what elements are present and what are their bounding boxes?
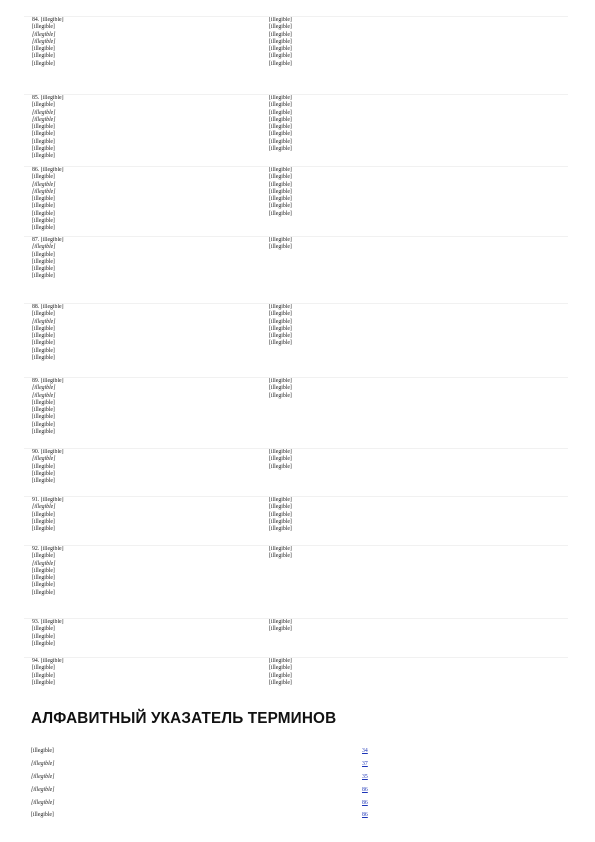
term-name-line: [illegible]	[32, 633, 55, 640]
definition-line: [illegible]	[269, 672, 292, 679]
definition-line: [illegible]	[269, 116, 292, 123]
definition-line: [illegible]	[269, 188, 292, 195]
term-names	[32, 167, 270, 235]
term-definition	[269, 546, 567, 617]
term-entry	[24, 618, 568, 655]
term-name-line: [illegible]	[32, 589, 55, 596]
term-name-line: [illegible]	[32, 273, 55, 280]
definition-line: [illegible]	[269, 665, 292, 672]
term-names	[32, 546, 270, 617]
term-definition	[269, 17, 567, 91]
term-name-line: [illegible]	[32, 340, 55, 347]
term-name-line: [illegible]	[32, 124, 55, 131]
definition-line: [illegible]	[269, 167, 292, 173]
definition-line: [illegible]	[269, 318, 292, 325]
term-name-line: [illegible]	[32, 679, 55, 686]
term-heading-line: 85. [illegible]	[32, 95, 64, 101]
definition-line: [illegible]	[269, 24, 292, 31]
term-entry	[24, 448, 568, 495]
term-definition	[269, 95, 567, 165]
definition-line: [illegible]	[269, 124, 292, 131]
term-name-line: [illegible]	[32, 109, 56, 116]
term-name-line: [illegible]	[32, 333, 55, 340]
index-term: [illegible]	[31, 761, 55, 767]
definition-line: [illegible]	[269, 333, 292, 340]
term-names	[32, 304, 270, 376]
term-name-line: [illegible]	[32, 102, 55, 109]
index-entry	[31, 786, 556, 799]
definition-line: [illegible]	[269, 658, 292, 664]
definition-line: [illegible]	[269, 526, 292, 533]
term-name-line: [illegible]	[32, 478, 55, 485]
term-entry	[24, 166, 568, 235]
term-name-line: [illegible]	[32, 311, 55, 318]
term-entry	[24, 303, 568, 376]
term-name-line: [illegible]	[32, 203, 55, 210]
definition-line: [illegible]	[269, 511, 292, 518]
definition-line: [illegible]	[269, 626, 292, 633]
term-name-line: [illegible]	[32, 429, 55, 436]
index-entry	[31, 811, 556, 824]
definition-line: [illegible]	[269, 449, 292, 455]
term-entry	[24, 16, 568, 91]
definition-line: [illegible]	[269, 340, 292, 347]
definition-line: [illegible]	[269, 497, 292, 503]
index-page-link[interactable]: 86	[362, 812, 368, 818]
definition-line: [illegible]	[269, 385, 292, 392]
term-definition	[269, 304, 567, 376]
term-name-line: [illegible]	[32, 258, 55, 265]
term-name-line: [illegible]	[32, 225, 55, 232]
term-name-line: [illegible]	[32, 665, 55, 672]
term-name-line: [illegible]	[32, 399, 55, 406]
definition-line: [illegible]	[269, 46, 292, 53]
term-names	[32, 17, 270, 91]
definition-line: [illegible]	[269, 311, 292, 318]
definition-line: [illegible]	[269, 196, 292, 203]
term-definition	[269, 619, 567, 655]
term-name-line: [illegible]	[32, 325, 55, 332]
term-name-line: [illegible]	[32, 575, 55, 582]
index-term: [illegible]	[31, 748, 54, 754]
term-name-line: [illegible]	[32, 392, 56, 399]
term-names	[32, 619, 270, 655]
index-page-link[interactable]: 86	[362, 787, 368, 793]
term-names	[32, 658, 270, 694]
term-name-line: [illegible]	[32, 188, 56, 195]
term-heading-line: 93. [illegible]	[32, 619, 64, 625]
term-name-line: [illegible]	[32, 518, 55, 525]
term-name-line: [illegible]	[32, 626, 55, 633]
term-name-line: [illegible]	[32, 116, 56, 123]
definition-line: [illegible]	[269, 325, 292, 332]
definition-line: [illegible]	[269, 53, 292, 60]
definition-line: [illegible]	[269, 619, 292, 625]
alphabetical-index-list	[31, 747, 556, 819]
term-entry	[24, 236, 568, 302]
term-name-line: [illegible]	[32, 526, 55, 533]
term-names	[32, 449, 270, 495]
term-name-line: [illegible]	[32, 511, 55, 518]
index-page-link[interactable]: 35	[362, 774, 368, 780]
definition-line: [illegible]	[269, 304, 292, 310]
definition-line: [illegible]	[269, 203, 292, 210]
definition-line: [illegible]	[269, 244, 292, 251]
index-page-link[interactable]: 34	[362, 748, 368, 754]
term-definition	[269, 237, 567, 302]
definition-line: [illegible]	[269, 31, 292, 38]
term-heading-line: 84. [illegible]	[32, 17, 64, 23]
definition-line: [illegible]	[269, 38, 292, 45]
term-name-line: [illegible]	[32, 355, 55, 362]
term-name-line: [illegible]	[32, 146, 55, 153]
term-name-line: [illegible]	[32, 421, 55, 428]
terminology-table	[24, 16, 568, 693]
term-name-line: [illegible]	[32, 24, 55, 31]
term-names	[32, 237, 270, 302]
term-definition	[269, 497, 567, 544]
term-name-line: [illegible]	[32, 31, 56, 38]
definition-line: [illegible]	[269, 181, 292, 188]
index-page-link[interactable]: 86	[362, 800, 368, 806]
term-name-line: [illegible]	[32, 210, 55, 217]
index-entry	[31, 747, 556, 760]
term-name-line: [illegible]	[32, 347, 55, 354]
term-heading-line: 92. [illegible]	[32, 546, 64, 552]
term-name-line: [illegible]	[32, 407, 55, 414]
index-term: [illegible]	[31, 800, 55, 806]
definition-line: [illegible]	[269, 210, 292, 217]
definition-line: [illegible]	[269, 146, 292, 153]
index-page-link[interactable]: 37	[362, 761, 368, 767]
term-name-line: [illegible]	[32, 218, 55, 225]
term-name-line: [illegible]	[32, 504, 56, 511]
term-name-line: [illegible]	[32, 244, 56, 251]
definition-line: [illegible]	[269, 518, 292, 525]
index-term: [illegible]	[31, 774, 55, 780]
term-name-line: [illegible]	[32, 385, 56, 392]
term-name-line: [illegible]	[32, 153, 55, 160]
term-name-line: [illegible]	[32, 463, 55, 470]
index-entry	[31, 760, 556, 773]
term-name-line: [illegible]	[32, 251, 55, 258]
term-heading-line: 87. [illegible]	[32, 237, 64, 243]
definition-line: [illegible]	[269, 504, 292, 511]
definition-line: [illegible]	[269, 553, 292, 560]
definition-line: [illegible]	[269, 456, 292, 463]
definition-line: [illegible]	[269, 463, 292, 470]
term-heading-line: 89. [illegible]	[32, 378, 64, 384]
term-entry	[24, 545, 568, 617]
term-entry	[24, 496, 568, 544]
term-heading-line: 91. [illegible]	[32, 497, 64, 503]
term-name-line: [illegible]	[32, 672, 55, 679]
definition-line: [illegible]	[269, 237, 292, 243]
term-name-line: [illegible]	[32, 46, 55, 53]
term-name-line: [illegible]	[32, 560, 56, 567]
term-name-line: [illegible]	[32, 318, 56, 325]
term-definition	[269, 658, 567, 694]
term-name-line: [illegible]	[32, 553, 55, 560]
term-name-line: [illegible]	[32, 53, 55, 60]
definition-line: [illegible]	[269, 174, 292, 181]
definition-line: [illegible]	[269, 95, 292, 101]
term-name-line: [illegible]	[32, 131, 55, 138]
definition-line: [illegible]	[269, 131, 292, 138]
term-heading-line: 90. [illegible]	[32, 449, 64, 455]
term-name-line: [illegible]	[32, 196, 55, 203]
definition-line: [illegible]	[269, 109, 292, 116]
term-name-line: [illegible]	[32, 582, 55, 589]
term-name-line: [illegible]	[32, 266, 55, 273]
term-names	[32, 497, 270, 544]
definition-line: [illegible]	[269, 102, 292, 109]
definition-line: [illegible]	[269, 546, 292, 552]
term-name-line: [illegible]	[32, 414, 55, 421]
term-name-line: [illegible]	[32, 174, 55, 181]
term-entry	[24, 94, 568, 165]
index-entry	[31, 773, 556, 786]
term-heading-line: 94. [illegible]	[32, 658, 64, 664]
term-definition	[269, 449, 567, 495]
term-name-line: [illegible]	[32, 456, 56, 463]
term-name-line: [illegible]	[32, 38, 56, 45]
term-name-line: [illegible]	[32, 470, 55, 477]
term-definition	[269, 378, 567, 446]
term-name-line: [illegible]	[32, 138, 55, 145]
term-name-line: [illegible]	[32, 567, 55, 574]
definition-line: [illegible]	[269, 138, 292, 145]
term-names	[32, 95, 270, 165]
definition-line: [illegible]	[269, 679, 292, 686]
term-heading-line: 86. [illegible]	[32, 167, 64, 173]
definition-line: [illegible]	[269, 60, 292, 67]
definition-line: [illegible]	[269, 392, 292, 399]
term-entry	[24, 377, 568, 446]
index-term: [illegible]	[31, 812, 54, 818]
term-name-line: [illegible]	[32, 640, 55, 647]
alphabetical-index-title: АЛФАВИТНЫЙ УКАЗАТЕЛЬ ТЕРМИНОВ	[31, 710, 337, 727]
term-heading-line: 88. [illegible]	[32, 304, 64, 310]
term-names	[32, 378, 270, 446]
index-term: [illegible]	[31, 787, 55, 793]
definition-line: [illegible]	[269, 17, 292, 23]
definition-line: [illegible]	[269, 378, 292, 384]
term-name-line: [illegible]	[32, 181, 56, 188]
term-entry	[24, 657, 568, 694]
term-definition	[269, 167, 567, 235]
term-name-line: [illegible]	[32, 60, 55, 67]
